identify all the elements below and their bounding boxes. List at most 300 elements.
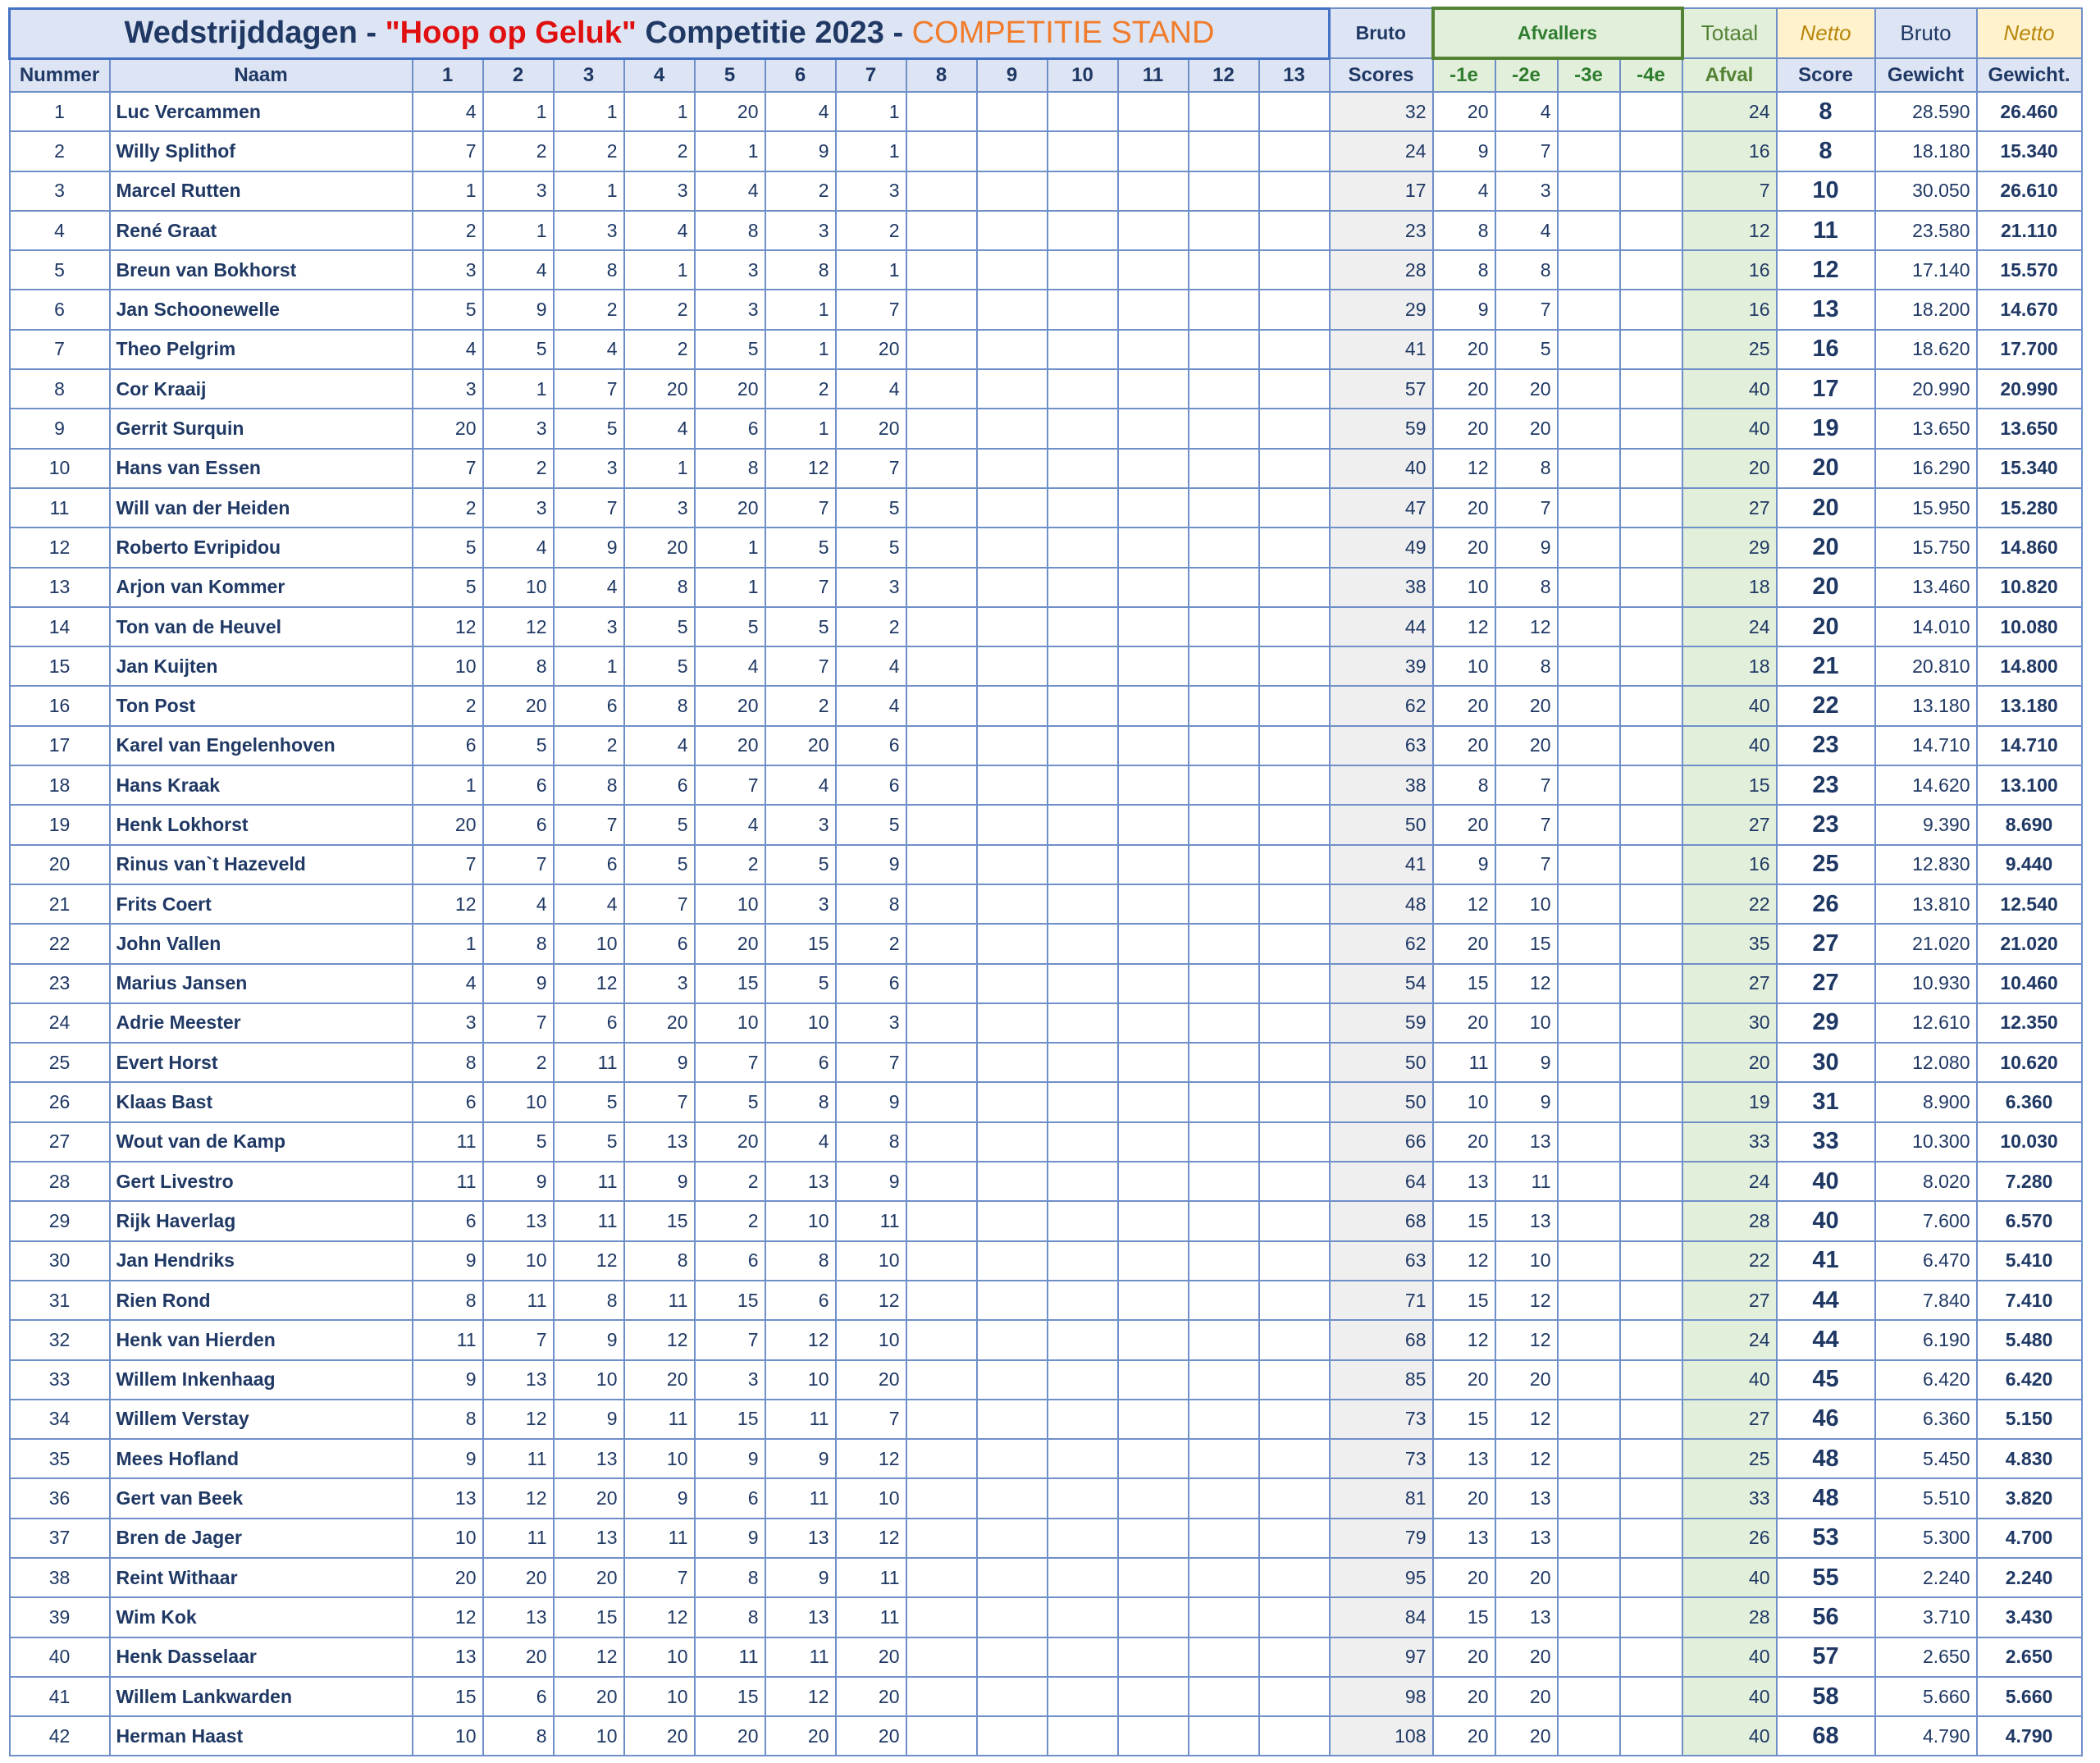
cell-day-11 bbox=[1118, 1439, 1189, 1478]
cell-netto-score: 10 bbox=[1777, 171, 1875, 211]
cell-netto-score: 16 bbox=[1777, 330, 1875, 369]
cell-afval-3 bbox=[1558, 1478, 1620, 1518]
cell-bruto-score: 50 bbox=[1330, 805, 1433, 844]
cell-afval-1: 15 bbox=[1433, 1281, 1495, 1320]
cell-day-7: 6 bbox=[836, 964, 906, 1003]
cell-netto-score: 8 bbox=[1777, 131, 1875, 171]
cell-day-9 bbox=[977, 1558, 1048, 1597]
cell-afval-4 bbox=[1620, 528, 1682, 567]
cell-day-11 bbox=[1118, 924, 1189, 963]
cell-day-10 bbox=[1048, 964, 1118, 1003]
cell-afval-1: 20 bbox=[1433, 409, 1495, 448]
cell-afval-3 bbox=[1558, 488, 1620, 528]
cell-naam: Herman Haast bbox=[110, 1716, 413, 1756]
table-row bbox=[10, 1478, 2082, 1518]
cell-afval-3 bbox=[1558, 726, 1620, 765]
cell-day-7: 20 bbox=[836, 1637, 906, 1677]
cell-totaal-afval: 12 bbox=[1682, 211, 1777, 250]
cell-day-6: 4 bbox=[765, 1122, 836, 1162]
cell-day-9 bbox=[977, 250, 1048, 290]
cell-naam: Wim Kok bbox=[110, 1597, 413, 1637]
cell-bruto-score: 29 bbox=[1330, 290, 1433, 329]
cell-afval-1: 20 bbox=[1433, 1122, 1495, 1162]
cell-day-4: 5 bbox=[624, 607, 695, 646]
cell-nummer: 34 bbox=[10, 1400, 110, 1439]
cell-afval-4 bbox=[1620, 1360, 1682, 1400]
cell-naam: Ton Post bbox=[110, 686, 413, 725]
cell-totaal-afval: 40 bbox=[1682, 1558, 1777, 1597]
cell-afval-2: 12 bbox=[1495, 964, 1558, 1003]
cell-day-9 bbox=[977, 1716, 1048, 1756]
cell-day-1: 11 bbox=[413, 1320, 483, 1359]
cell-day-1: 10 bbox=[413, 1716, 483, 1756]
cell-netto-gewicht: 10.030 bbox=[1977, 1122, 2082, 1162]
cell-day-4: 8 bbox=[624, 1241, 695, 1281]
cell-day-11 bbox=[1118, 1241, 1189, 1281]
cell-day-5: 7 bbox=[695, 1043, 765, 1082]
cell-naam: Luc Vercammen bbox=[110, 92, 413, 131]
cell-day-8 bbox=[906, 1043, 977, 1082]
cell-day-3: 5 bbox=[554, 1122, 624, 1162]
cell-bruto-score: 38 bbox=[1330, 568, 1433, 607]
cell-day-13 bbox=[1259, 409, 1330, 448]
cell-day-10 bbox=[1048, 1558, 1118, 1597]
cell-day-2: 1 bbox=[483, 211, 554, 250]
cell-day-7: 9 bbox=[836, 1162, 906, 1201]
cell-netto-gewicht: 5.410 bbox=[1977, 1241, 2082, 1281]
cell-bruto-gewicht: 16.290 bbox=[1875, 449, 1977, 488]
cell-naam: Karel van Engelenhoven bbox=[110, 726, 413, 765]
cell-naam: Willem Verstay bbox=[110, 1400, 413, 1439]
cell-totaal-afval: 19 bbox=[1682, 1082, 1777, 1121]
cell-day-13 bbox=[1259, 1400, 1330, 1439]
cell-day-8 bbox=[906, 1558, 977, 1597]
cell-day-5: 8 bbox=[695, 1597, 765, 1637]
cell-day-7: 4 bbox=[836, 646, 906, 686]
cell-day-3: 2 bbox=[554, 290, 624, 329]
header-totaal: Totaal bbox=[1682, 8, 1777, 58]
cell-bruto-gewicht: 6.470 bbox=[1875, 1241, 1977, 1281]
cell-day-1: 2 bbox=[413, 488, 483, 528]
cell-bruto-gewicht: 21.020 bbox=[1875, 924, 1977, 963]
cell-day-9 bbox=[977, 488, 1048, 528]
cell-nummer: 22 bbox=[10, 924, 110, 963]
cell-day-8 bbox=[906, 1478, 977, 1518]
cell-totaal-afval: 22 bbox=[1682, 884, 1777, 924]
table-row bbox=[10, 369, 2082, 409]
cell-afval-4 bbox=[1620, 686, 1682, 725]
cell-day-8 bbox=[906, 1400, 977, 1439]
cell-nummer: 24 bbox=[10, 1003, 110, 1043]
cell-day-11 bbox=[1118, 1201, 1189, 1240]
cell-bruto-score: 54 bbox=[1330, 964, 1433, 1003]
cell-day-9 bbox=[977, 1162, 1048, 1201]
cell-netto-gewicht: 6.570 bbox=[1977, 1201, 2082, 1240]
cell-day-3: 20 bbox=[554, 1677, 624, 1716]
cell-day-2: 3 bbox=[483, 171, 554, 211]
cell-netto-gewicht: 10.820 bbox=[1977, 568, 2082, 607]
cell-day-4: 12 bbox=[624, 1597, 695, 1637]
cell-day-6: 10 bbox=[765, 1003, 836, 1043]
cell-day-3: 11 bbox=[554, 1043, 624, 1082]
cell-day-8 bbox=[906, 290, 977, 329]
cell-day-9 bbox=[977, 805, 1048, 844]
cell-day-6: 12 bbox=[765, 449, 836, 488]
cell-day-5: 20 bbox=[695, 1716, 765, 1756]
cell-afval-3 bbox=[1558, 765, 1620, 805]
cell-netto-score: 12 bbox=[1777, 250, 1875, 290]
cell-day-8 bbox=[906, 1360, 977, 1400]
cell-day-11 bbox=[1118, 1082, 1189, 1121]
cell-bruto-score: 48 bbox=[1330, 884, 1433, 924]
cell-netto-gewicht: 20.990 bbox=[1977, 369, 2082, 409]
col-day-1: 1 bbox=[413, 58, 483, 92]
cell-bruto-score: 17 bbox=[1330, 171, 1433, 211]
cell-day-1: 4 bbox=[413, 92, 483, 131]
cell-day-8 bbox=[906, 211, 977, 250]
cell-afval-1: 20 bbox=[1433, 1360, 1495, 1400]
cell-day-10 bbox=[1048, 1043, 1118, 1082]
cell-totaal-afval: 20 bbox=[1682, 449, 1777, 488]
cell-afval-2: 8 bbox=[1495, 646, 1558, 686]
cell-day-8 bbox=[906, 884, 977, 924]
cell-nummer: 21 bbox=[10, 884, 110, 924]
cell-day-6: 1 bbox=[765, 409, 836, 448]
cell-day-9 bbox=[977, 1241, 1048, 1281]
cell-totaal-afval: 18 bbox=[1682, 646, 1777, 686]
cell-day-2: 3 bbox=[483, 488, 554, 528]
cell-afval-2: 13 bbox=[1495, 1122, 1558, 1162]
cell-day-1: 6 bbox=[413, 1201, 483, 1240]
cell-day-6: 13 bbox=[765, 1162, 836, 1201]
cell-day-6: 8 bbox=[765, 1241, 836, 1281]
cell-nummer: 19 bbox=[10, 805, 110, 844]
cell-day-2: 2 bbox=[483, 131, 554, 171]
cell-netto-gewicht: 15.340 bbox=[1977, 131, 2082, 171]
cell-naam: Rijk Haverlag bbox=[110, 1201, 413, 1240]
cell-afval-4 bbox=[1620, 250, 1682, 290]
cell-bruto-score: 40 bbox=[1330, 449, 1433, 488]
cell-bruto-gewicht: 7.840 bbox=[1875, 1281, 1977, 1320]
cell-afval-4 bbox=[1620, 488, 1682, 528]
cell-day-12 bbox=[1189, 924, 1259, 963]
cell-day-8 bbox=[906, 1201, 977, 1240]
cell-day-10 bbox=[1048, 924, 1118, 963]
cell-afval-2: 20 bbox=[1495, 1637, 1558, 1677]
cell-day-4: 13 bbox=[624, 1122, 695, 1162]
cell-afval-4 bbox=[1620, 805, 1682, 844]
cell-day-3: 20 bbox=[554, 1478, 624, 1518]
cell-totaal-afval: 27 bbox=[1682, 488, 1777, 528]
cell-afval-1: 20 bbox=[1433, 92, 1495, 131]
table-row bbox=[10, 1003, 2082, 1043]
table-row bbox=[10, 330, 2082, 369]
cell-day-4: 2 bbox=[624, 131, 695, 171]
cell-day-5: 10 bbox=[695, 884, 765, 924]
cell-totaal-afval: 16 bbox=[1682, 845, 1777, 884]
cell-afval-1: 15 bbox=[1433, 964, 1495, 1003]
cell-day-8 bbox=[906, 1241, 977, 1281]
cell-afval-3 bbox=[1558, 1716, 1620, 1756]
cell-day-7: 10 bbox=[836, 1478, 906, 1518]
cell-netto-score: 44 bbox=[1777, 1281, 1875, 1320]
cell-day-11 bbox=[1118, 250, 1189, 290]
cell-day-13 bbox=[1259, 131, 1330, 171]
cell-afval-3 bbox=[1558, 1082, 1620, 1121]
cell-afval-2: 20 bbox=[1495, 1558, 1558, 1597]
cell-day-2: 1 bbox=[483, 92, 554, 131]
cell-day-5: 5 bbox=[695, 330, 765, 369]
cell-afval-3 bbox=[1558, 964, 1620, 1003]
cell-bruto-gewicht: 12.610 bbox=[1875, 1003, 1977, 1043]
cell-netto-gewicht: 13.100 bbox=[1977, 765, 2082, 805]
cell-day-13 bbox=[1259, 805, 1330, 844]
cell-netto-gewicht: 26.460 bbox=[1977, 92, 2082, 131]
cell-day-9 bbox=[977, 171, 1048, 211]
col-gewicht-netto: Gewicht. bbox=[1977, 58, 2082, 92]
cell-day-13 bbox=[1259, 765, 1330, 805]
cell-afval-3 bbox=[1558, 1003, 1620, 1043]
cell-day-9 bbox=[977, 369, 1048, 409]
cell-day-13 bbox=[1259, 686, 1330, 725]
cell-day-2: 20 bbox=[483, 1637, 554, 1677]
cell-afval-1: 12 bbox=[1433, 1241, 1495, 1281]
cell-day-12 bbox=[1189, 1043, 1259, 1082]
cell-netto-score: 48 bbox=[1777, 1478, 1875, 1518]
cell-afval-1: 8 bbox=[1433, 765, 1495, 805]
cell-naam: Ton van de Heuvel bbox=[110, 607, 413, 646]
cell-day-12 bbox=[1189, 211, 1259, 250]
cell-afval-3 bbox=[1558, 1122, 1620, 1162]
cell-afval-3 bbox=[1558, 924, 1620, 963]
cell-afval-1: 20 bbox=[1433, 1478, 1495, 1518]
cell-day-10 bbox=[1048, 1519, 1118, 1558]
cell-day-10 bbox=[1048, 290, 1118, 329]
title-prefix: Wedstrijddagen - bbox=[124, 16, 386, 50]
cell-day-3: 10 bbox=[554, 924, 624, 963]
cell-day-4: 11 bbox=[624, 1400, 695, 1439]
cell-afval-3 bbox=[1558, 1162, 1620, 1201]
table-row bbox=[10, 1082, 2082, 1121]
cell-bruto-gewicht: 2.650 bbox=[1875, 1637, 1977, 1677]
cell-afval-1: 20 bbox=[1433, 488, 1495, 528]
cell-day-12 bbox=[1189, 488, 1259, 528]
cell-day-7: 20 bbox=[836, 330, 906, 369]
cell-bruto-score: 84 bbox=[1330, 1597, 1433, 1637]
cell-afval-4 bbox=[1620, 924, 1682, 963]
cell-afval-4 bbox=[1620, 765, 1682, 805]
cell-afval-1: 20 bbox=[1433, 528, 1495, 567]
cell-netto-score: 23 bbox=[1777, 726, 1875, 765]
cell-day-5: 20 bbox=[695, 1122, 765, 1162]
cell-totaal-afval: 18 bbox=[1682, 568, 1777, 607]
cell-afval-1: 13 bbox=[1433, 1519, 1495, 1558]
cell-day-8 bbox=[906, 1716, 977, 1756]
cell-netto-score: 22 bbox=[1777, 686, 1875, 725]
cell-bruto-score: 38 bbox=[1330, 765, 1433, 805]
cell-afval-1: 9 bbox=[1433, 131, 1495, 171]
cell-day-13 bbox=[1259, 250, 1330, 290]
cell-day-13 bbox=[1259, 369, 1330, 409]
cell-bruto-gewicht: 8.020 bbox=[1875, 1162, 1977, 1201]
column-header-row bbox=[10, 58, 2082, 92]
cell-day-11 bbox=[1118, 449, 1189, 488]
cell-afval-4 bbox=[1620, 646, 1682, 686]
cell-afval-4 bbox=[1620, 964, 1682, 1003]
cell-day-13 bbox=[1259, 1162, 1330, 1201]
cell-day-7: 5 bbox=[836, 488, 906, 528]
cell-nummer: 17 bbox=[10, 726, 110, 765]
cell-day-11 bbox=[1118, 1597, 1189, 1637]
cell-nummer: 33 bbox=[10, 1360, 110, 1400]
cell-bruto-gewicht: 14.010 bbox=[1875, 607, 1977, 646]
cell-day-10 bbox=[1048, 568, 1118, 607]
cell-day-3: 2 bbox=[554, 726, 624, 765]
cell-afval-2: 13 bbox=[1495, 1201, 1558, 1240]
cell-bruto-score: 49 bbox=[1330, 528, 1433, 567]
cell-day-13 bbox=[1259, 171, 1330, 211]
cell-nummer: 40 bbox=[10, 1637, 110, 1677]
cell-day-10 bbox=[1048, 449, 1118, 488]
cell-day-10 bbox=[1048, 1201, 1118, 1240]
cell-day-9 bbox=[977, 409, 1048, 448]
cell-day-8 bbox=[906, 330, 977, 369]
cell-day-11 bbox=[1118, 646, 1189, 686]
table-row bbox=[10, 1360, 2082, 1400]
cell-afval-3 bbox=[1558, 449, 1620, 488]
cell-netto-gewicht: 5.150 bbox=[1977, 1400, 2082, 1439]
cell-afval-2: 20 bbox=[1495, 1716, 1558, 1756]
cell-day-3: 12 bbox=[554, 1637, 624, 1677]
cell-day-1: 7 bbox=[413, 131, 483, 171]
cell-day-5: 5 bbox=[695, 1082, 765, 1121]
cell-afval-1: 20 bbox=[1433, 1716, 1495, 1756]
cell-nummer: 32 bbox=[10, 1320, 110, 1359]
cell-day-9 bbox=[977, 686, 1048, 725]
cell-day-10 bbox=[1048, 1716, 1118, 1756]
table-row bbox=[10, 409, 2082, 448]
cell-naam: Henk Lokhorst bbox=[110, 805, 413, 844]
cell-day-9 bbox=[977, 1043, 1048, 1082]
cell-day-2: 5 bbox=[483, 330, 554, 369]
cell-netto-gewicht: 4.700 bbox=[1977, 1519, 2082, 1558]
cell-nummer: 6 bbox=[10, 290, 110, 329]
title-club: "Hoop op Geluk" bbox=[385, 16, 637, 50]
cell-bruto-gewicht: 2.240 bbox=[1875, 1558, 1977, 1597]
cell-nummer: 14 bbox=[10, 607, 110, 646]
cell-bruto-score: 85 bbox=[1330, 1360, 1433, 1400]
cell-day-4: 9 bbox=[624, 1478, 695, 1518]
cell-afval-2: 13 bbox=[1495, 1519, 1558, 1558]
cell-afval-4 bbox=[1620, 290, 1682, 329]
cell-bruto-gewicht: 13.180 bbox=[1875, 686, 1977, 725]
cell-bruto-score: 24 bbox=[1330, 131, 1433, 171]
cell-day-4: 20 bbox=[624, 528, 695, 567]
cell-day-1: 11 bbox=[413, 1162, 483, 1201]
cell-day-4: 4 bbox=[624, 211, 695, 250]
col-scores: Scores bbox=[1330, 58, 1433, 92]
cell-day-11 bbox=[1118, 1122, 1189, 1162]
cell-bruto-gewicht: 15.750 bbox=[1875, 528, 1977, 567]
cell-day-3: 7 bbox=[554, 488, 624, 528]
cell-day-12 bbox=[1189, 1082, 1259, 1121]
cell-afval-4 bbox=[1620, 884, 1682, 924]
cell-netto-score: 58 bbox=[1777, 1677, 1875, 1716]
cell-afval-1: 8 bbox=[1433, 250, 1495, 290]
cell-day-13 bbox=[1259, 1558, 1330, 1597]
cell-afval-1: 8 bbox=[1433, 211, 1495, 250]
cell-bruto-gewicht: 20.810 bbox=[1875, 646, 1977, 686]
cell-netto-gewicht: 6.420 bbox=[1977, 1360, 2082, 1400]
cell-nummer: 7 bbox=[10, 330, 110, 369]
table-row bbox=[10, 528, 2082, 567]
cell-netto-gewicht: 6.360 bbox=[1977, 1082, 2082, 1121]
cell-day-12 bbox=[1189, 528, 1259, 567]
cell-afval-4 bbox=[1620, 1043, 1682, 1082]
table-row bbox=[10, 1677, 2082, 1716]
cell-afval-3 bbox=[1558, 568, 1620, 607]
cell-day-10 bbox=[1048, 1677, 1118, 1716]
col-day-5: 5 bbox=[695, 58, 765, 92]
cell-nummer: 9 bbox=[10, 409, 110, 448]
cell-day-9 bbox=[977, 1597, 1048, 1637]
cell-day-5: 6 bbox=[695, 1478, 765, 1518]
cell-netto-gewicht: 14.670 bbox=[1977, 290, 2082, 329]
cell-afval-1: 15 bbox=[1433, 1597, 1495, 1637]
cell-day-6: 5 bbox=[765, 845, 836, 884]
cell-day-4: 5 bbox=[624, 646, 695, 686]
cell-day-5: 15 bbox=[695, 1677, 765, 1716]
cell-afval-1: 20 bbox=[1433, 1677, 1495, 1716]
cell-naam: Marius Jansen bbox=[110, 964, 413, 1003]
cell-afval-4 bbox=[1620, 1677, 1682, 1716]
cell-day-2: 4 bbox=[483, 884, 554, 924]
cell-day-4: 9 bbox=[624, 1043, 695, 1082]
cell-day-13 bbox=[1259, 1677, 1330, 1716]
cell-day-4: 7 bbox=[624, 1558, 695, 1597]
cell-netto-score: 19 bbox=[1777, 409, 1875, 448]
cell-day-12 bbox=[1189, 171, 1259, 211]
cell-day-2: 5 bbox=[483, 726, 554, 765]
cell-afval-4 bbox=[1620, 1716, 1682, 1756]
cell-afval-4 bbox=[1620, 1281, 1682, 1320]
cell-day-13 bbox=[1259, 92, 1330, 131]
cell-afval-3 bbox=[1558, 805, 1620, 844]
table-row bbox=[10, 211, 2082, 250]
cell-day-8 bbox=[906, 171, 977, 211]
cell-day-9 bbox=[977, 528, 1048, 567]
cell-day-1: 15 bbox=[413, 1677, 483, 1716]
cell-afval-2: 20 bbox=[1495, 409, 1558, 448]
cell-day-10 bbox=[1048, 131, 1118, 171]
cell-day-3: 4 bbox=[554, 884, 624, 924]
cell-day-2: 11 bbox=[483, 1519, 554, 1558]
cell-day-5: 20 bbox=[695, 92, 765, 131]
cell-afval-3 bbox=[1558, 409, 1620, 448]
cell-naam: Jan Kuijten bbox=[110, 646, 413, 686]
cell-day-10 bbox=[1048, 1439, 1118, 1478]
cell-day-5: 20 bbox=[695, 369, 765, 409]
cell-bruto-score: 63 bbox=[1330, 726, 1433, 765]
col-day-7: 7 bbox=[836, 58, 906, 92]
cell-day-8 bbox=[906, 607, 977, 646]
cell-day-12 bbox=[1189, 1677, 1259, 1716]
cell-netto-score: 44 bbox=[1777, 1320, 1875, 1359]
cell-totaal-afval: 40 bbox=[1682, 686, 1777, 725]
cell-netto-gewicht: 2.240 bbox=[1977, 1558, 2082, 1597]
cell-naam: Bren de Jager bbox=[110, 1519, 413, 1558]
cell-day-6: 4 bbox=[765, 765, 836, 805]
